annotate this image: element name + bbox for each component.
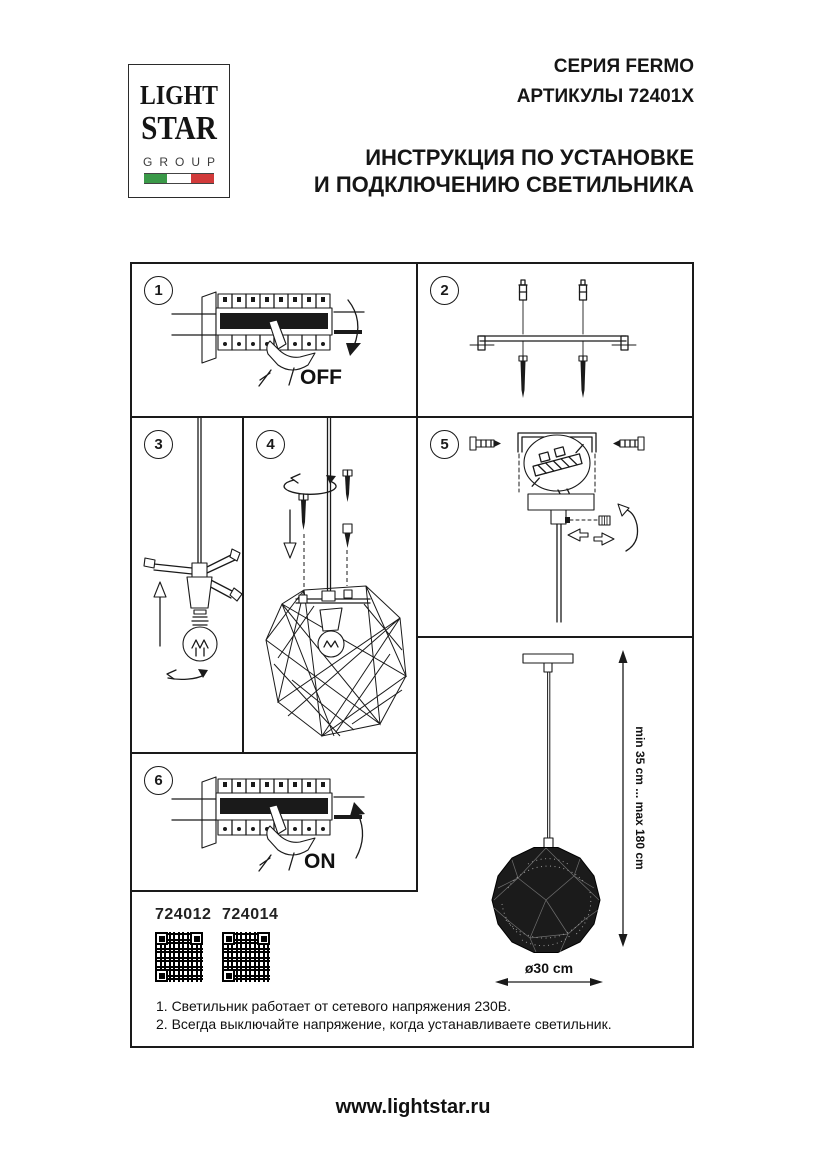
logo-word-group: GROUP — [142, 155, 222, 169]
canopy — [528, 494, 594, 510]
step-panel-2 — [418, 264, 692, 418]
arrow-down-icon — [346, 300, 361, 356]
screw-icon — [299, 494, 308, 590]
socket-cup — [187, 577, 212, 608]
step-panel-6 — [132, 754, 418, 892]
breaker-on-diagram — [132, 754, 418, 892]
shade-assembly-diagram — [244, 418, 418, 754]
bulb-icon — [183, 610, 217, 661]
step-number-1: 1 — [144, 276, 173, 305]
off-label: OFF — [300, 366, 342, 389]
arrow-up-icon — [350, 802, 365, 858]
step-panel-5 — [418, 418, 692, 638]
flag-white-stripe — [167, 174, 190, 183]
header-titles — [314, 52, 694, 198]
qr-code-724014 — [222, 932, 270, 982]
product-code-724012: 724012 — [155, 906, 212, 923]
on-label: ON — [304, 850, 336, 873]
canopy-mounting-diagram — [418, 418, 692, 638]
note-1: 1. Светильник работает от сетевого напряжения 230В. — [156, 998, 512, 1014]
height-range-label: min 35 cm ... max 180 cm — [633, 726, 647, 870]
flag-red-stripe — [191, 174, 214, 183]
suspension-rod — [328, 418, 331, 594]
wall-anchor-icon — [519, 280, 527, 334]
arrow-down-icon — [284, 510, 296, 558]
safety-notes — [156, 998, 682, 1033]
steps-grid — [130, 262, 694, 1048]
step-number-6: 6 — [144, 766, 173, 795]
suspension-cable — [548, 672, 550, 838]
diameter-label: ø30 cm — [524, 960, 574, 976]
step-panel-4 — [244, 418, 418, 754]
pendant-dimensions-diagram — [418, 638, 692, 1046]
faceted-sphere-shade — [492, 848, 600, 953]
series-title: СЕРИЯ FERMO — [553, 56, 694, 77]
step-number-2: 2 — [430, 276, 459, 305]
flag-green-stripe — [144, 174, 167, 183]
instruction-title-line2: И ПОДКЛЮЧЕНИЮ СВЕТИЛЬНИКА — [313, 172, 694, 197]
product-code-724014: 724014 — [222, 906, 279, 923]
lightstar-logo — [128, 64, 230, 198]
instruction-title-line1: ИНСТРУКЦИЯ ПО УСТАНОВКЕ — [365, 145, 694, 170]
logo-word-light: LIGHT — [140, 80, 218, 110]
magnifier-terminal-detail — [524, 435, 590, 502]
rotate-arrow-icon — [618, 504, 638, 551]
step-panel-3 — [132, 418, 244, 754]
bracket-bar — [480, 336, 626, 341]
slide-arrows-icon — [568, 529, 614, 545]
screw-icon — [579, 356, 587, 398]
screw-icon — [519, 356, 527, 398]
screw-icon — [343, 470, 352, 586]
mounting-bracket-diagram — [418, 264, 692, 418]
step-number-3: 3 — [144, 430, 173, 459]
pendant-dimensions-panel — [418, 638, 692, 1046]
italian-flag-icon — [144, 173, 214, 184]
diameter-dimension-arrow — [495, 978, 603, 986]
rotate-arrow-icon — [167, 669, 208, 679]
screw-icon — [613, 437, 644, 450]
step-number-4: 4 — [256, 430, 285, 459]
bulb-icon — [318, 631, 344, 657]
ceiling-plate — [523, 654, 573, 663]
articles-title: АРТИКУЛЫ 72401X — [516, 86, 694, 107]
website-url: www.lightstar.ru — [335, 1096, 491, 1118]
step-panel-1 — [132, 264, 418, 418]
note-2: 2. Всегда выключайте напряжение, когда устанавливаете светильник. — [156, 1015, 612, 1032]
logo-word-star: STAR — [141, 110, 217, 147]
breaker-off-diagram — [132, 264, 418, 418]
height-dimension-arrow — [619, 650, 628, 947]
socket-cup — [320, 608, 342, 631]
step-number-5: 5 — [430, 430, 459, 459]
socket-bulb-diagram — [132, 418, 244, 754]
suspension-rod — [198, 418, 201, 566]
suspension-rod — [557, 524, 561, 622]
wall-anchor-icon — [579, 280, 587, 334]
socket-hub — [192, 563, 207, 577]
rotate-arrow-icon — [284, 474, 336, 494]
arrow-up-icon — [154, 582, 166, 646]
qr-code-724012 — [155, 932, 203, 982]
screw-icon — [470, 437, 501, 450]
